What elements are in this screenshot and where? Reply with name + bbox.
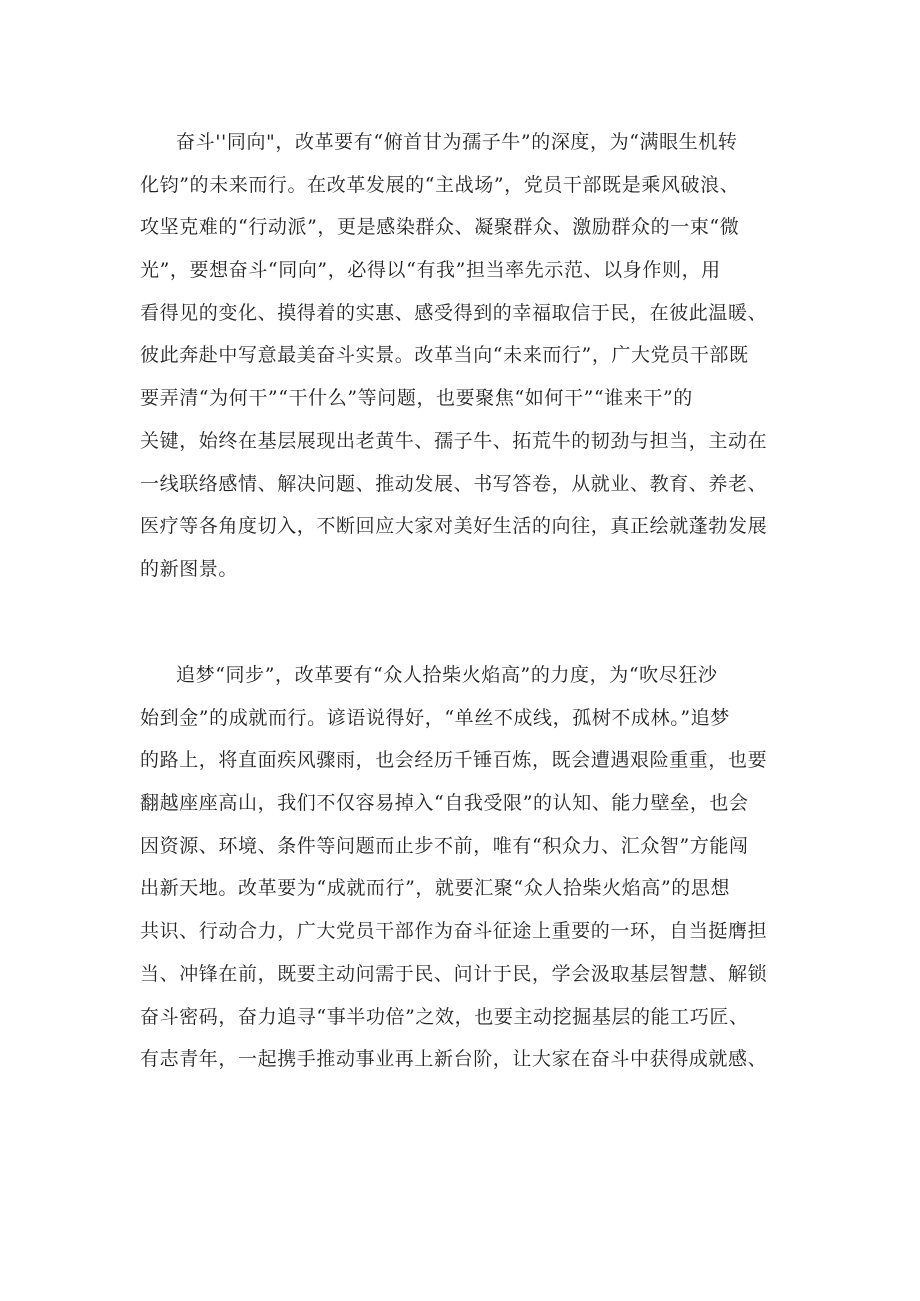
paragraph-line: 当、冲锋在前，既要主动问需于民、问计于民，学会汲取基层智慧、解锁 xyxy=(140,962,768,985)
paragraph-line: 化钧”的未来而行。在改革发展的“主战场”，党员干部既是乘风破浪、 xyxy=(140,173,740,196)
paragraph-line: 有志青年，一起携手推动事业再上新台阶，让大家在奋斗中获得成就感、 xyxy=(140,1048,768,1071)
paragraph-line: 彼此奔赴中写意最美奋斗实景。改革当向“未来而行”，广大党员干部既 xyxy=(140,344,749,367)
paragraph-1 xyxy=(140,121,790,591)
paragraph-line: 攻坚克难的“行动派”，更是感染群众、凝聚群众、激励群众的一束“微 xyxy=(140,216,740,239)
paragraph-2 xyxy=(140,654,790,1081)
paragraph-line: 医疗等各角度切入，不断回应大家对美好生活的向往，真正绘就蓬勃发展 xyxy=(140,515,768,538)
paragraph-line: 共识、行动合力，广大党员干部作为奋斗征途上重要的一环，自当挺膺担 xyxy=(140,920,768,943)
paragraph-line: 追梦“同步”，改革要有“众人拾柴火焰高”的力度，为“吹尽狂沙 xyxy=(176,664,718,686)
paragraph-line: 因资源、环境、条件等问题而止步不前，唯有“积众力、汇众智”方能闯 xyxy=(140,834,749,857)
paragraph-line: 出新天地。改革要为“成就而行”，就要汇聚“众人拾柴火焰高”的思想 xyxy=(140,877,731,900)
paragraph-line: 光”，要想奋斗“同向”，必得以“有我”担当率先示范、以身作则，用 xyxy=(140,259,721,282)
paragraph-line: 始到金”的成就而行。谚语说得好，“单丝不成线，孤树不成林。”追梦 xyxy=(140,706,730,729)
paragraph-line: 一线联络感情、解决问题、推动发展、书写答卷，从就业、教育、养老、 xyxy=(140,472,768,495)
paragraph-line: 要弄清“为何干”“干什么”等问题，也要聚焦“如何干”“谁来干”的 xyxy=(140,387,693,410)
paragraph-line: 翻越座座高山，我们不仅容易掉入“自我受限”的认知、能力壁垒，也会 xyxy=(140,792,749,815)
paragraph-line: 的新图景。 xyxy=(140,557,239,580)
paragraph-line: 的路上，将直面疾风骤雨，也会经历千锤百炼，既会遭遇艰险重重，也要 xyxy=(140,749,768,772)
paragraph-line: 看得见的变化、摸得着的实惠、感受得到的幸福取信于民，在彼此温暖、 xyxy=(140,301,768,324)
paragraph-line: 奋斗''同向"，改革要有“俯首甘为孺子牛”的深度，为“满眼生机转 xyxy=(176,131,738,153)
paragraph-line: 关键，始终在基层展现出老黄牛、孺子牛、拓荒牛的韧劲与担当，主动在 xyxy=(140,429,768,452)
paragraph-line: 奋斗密码，奋力追寻“事半功倍”之效，也要主动挖掘基层的能工巧匠、 xyxy=(140,1005,749,1028)
